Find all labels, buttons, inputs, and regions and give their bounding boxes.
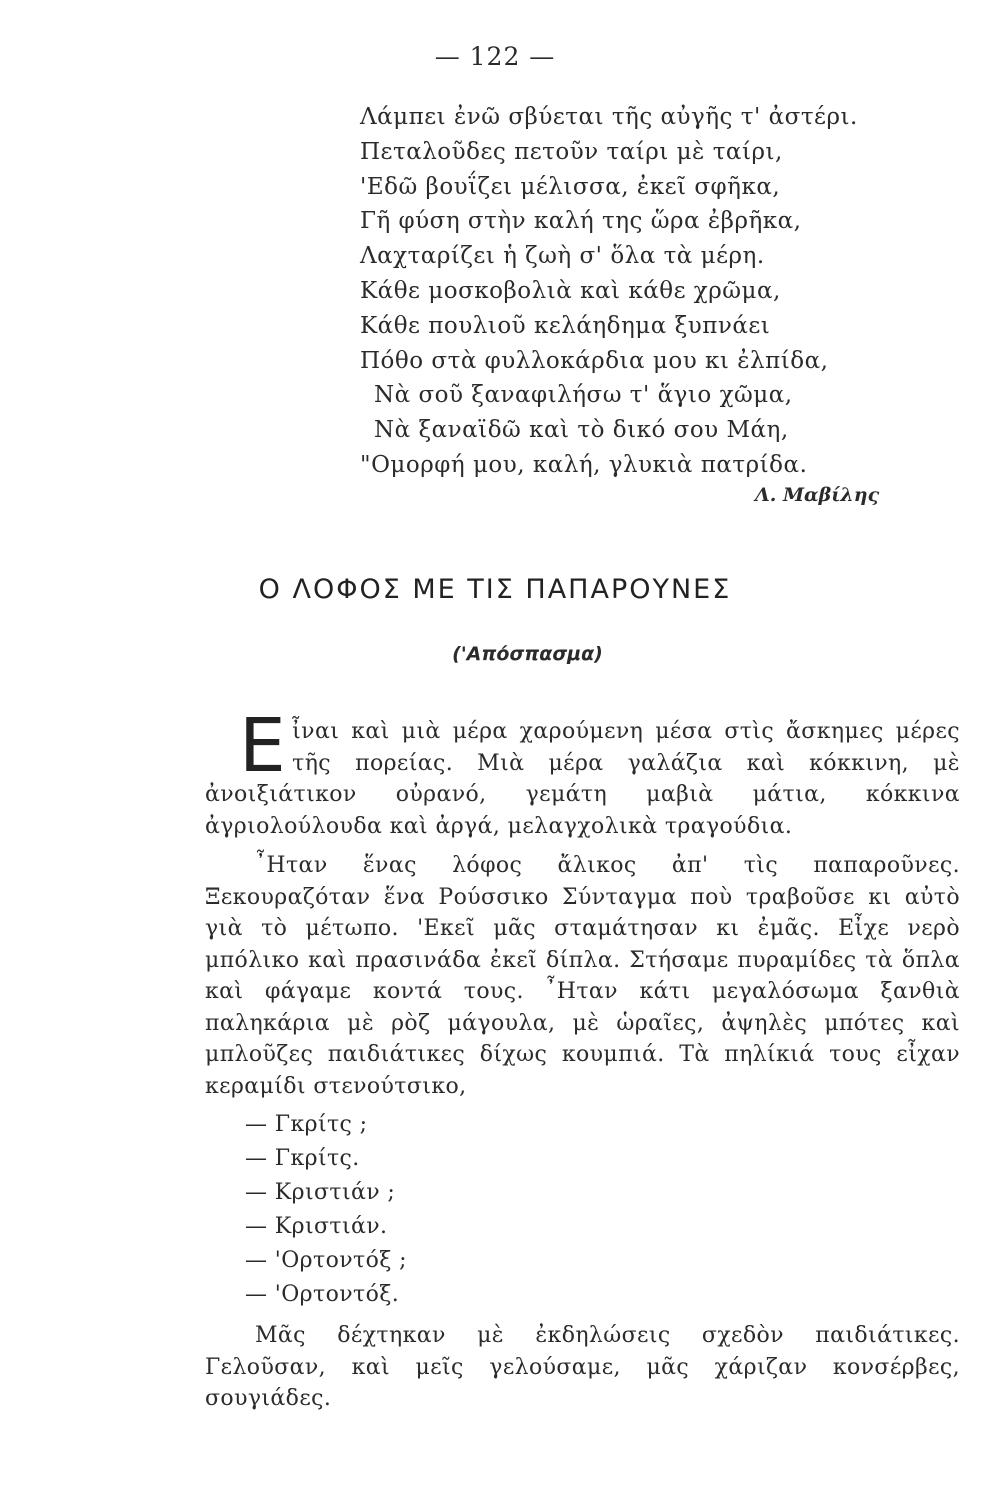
dialogue-line: — Κριστιάν. xyxy=(245,1214,388,1239)
dialogue-line: — 'Ορτοντόξ ; xyxy=(245,1248,407,1273)
poem-line: 'Εδῶ βουΐζει μέλισσα, ἐκεῖ σφῆκα, xyxy=(360,173,781,200)
poem-line: Λάμπει ἐνῶ σβύεται τῆς αὐγῆς τ' ἀστέρι. xyxy=(360,104,858,130)
dialogue-line: — Γκρίτς. xyxy=(245,1146,360,1171)
paragraph: Μᾶς δέχτηκαν μὲ ἐκδηλώσεις σχεδὸν παιδιάτικες. Γελοῦσαν, καὶ μεῖς γελούσαμε, μᾶς χάριζαν κονσέρβες, σουγιάδες. xyxy=(205,1323,960,1411)
poem-line: Πόθο στὰ φυλλοκάρδια μου κι ἐλπίδα, xyxy=(360,347,829,374)
article-subtitle: ('Απόσπασμα) xyxy=(452,643,603,665)
poem-line: Νὰ σοῦ ξαναφιλήσω τ' ἅγιο χῶμα, xyxy=(374,382,793,409)
paragraph xyxy=(205,703,960,842)
poem-line: Πεταλοῦδες πετοῦν ταίρι μὲ ταίρι, xyxy=(360,138,783,165)
poem-line: Κάθε μοσκοβολιὰ καὶ κάθε χρῶμα, xyxy=(360,277,781,304)
dialogue-line: — 'Ορτοντόξ. xyxy=(245,1282,400,1307)
poem-line: Κάθε πουλιοῦ κελάηδημα ξυπνάει xyxy=(360,312,771,339)
article-body xyxy=(205,703,960,1415)
poem xyxy=(360,100,920,483)
drop-cap: E xyxy=(239,703,287,789)
poem-line: "Ομορφή μου, καλή, γλυκιὰ πατρίδα. xyxy=(360,451,808,478)
poem-line: Νὰ ξαναϊδῶ καὶ τὸ δικό σου Μάη, xyxy=(374,417,789,444)
paragraph: ῏Ηταν ἕνας λόφος ἄλικος ἀπ' τὶς παπαροῦνες. Ξεκουραζόταν ἕνα Ρούσσικο Σύνταγμα ποὺ τραβοῦσε κι αὐτὸ γιὰ τὸ μέτωπο. 'Εκεῖ μᾶς σταμάτησαν κι ἐμᾶς. Εἶχε νερὸ μπόλικο καὶ πρασινάδα ἐκεῖ δίπλα. Στήσαμε πυραμίδες τὰ ὅπλα καὶ φάγαμε κοντά τους. ῏Ηταν κάτι μεγαλόσωμα ξανθιὰ παληκάρια μὲ ρὸζ μάγουλα, μὲ ὡραῖες, ἀψηλὲς μπότες καὶ μπλοῦζες παιδιάτικες δίχως κουμπιά. Τὰ πηλίκιά τους εἶχαν κεραμίδι στενούτσικο, xyxy=(205,853,960,1099)
page-number: — 122 — xyxy=(434,42,556,71)
poem-line: Γῆ φύση στὴν καλή της ὥρα ἐβρῆκα, xyxy=(360,208,802,235)
poem-author: Λ. Μαβίλης xyxy=(755,484,880,506)
dialogue-line: — Κριστιάν ; xyxy=(245,1180,396,1205)
paragraph-text: ἶναι καὶ μιὰ μέρα χαρούμενη μέσα στὶς ἄσκημες μέρες τῆς πορείας. Μιὰ μέρα γαλάζια καὶ κόκκινη, μὲ ἀνοιξιάτικον οὐρανό, γεμάτη μαβιὰ μάτια, κόκκινα ἀγριολούλουδα καὶ ἀργά, μελαγχολικὰ τραγούδια. xyxy=(205,719,960,839)
article-title: Ο ΛΟΦΟΣ ΜΕ ΤΙΣ ΠΑΠΑΡΟΥΝΕΣ xyxy=(258,574,732,605)
dialogue xyxy=(205,1108,960,1312)
poem-line: Λαχταρίζει ἡ ζωὴ σ' ὅλα τὰ μέρη. xyxy=(360,243,765,270)
dialogue-line: — Γκρίτς ; xyxy=(245,1112,368,1137)
